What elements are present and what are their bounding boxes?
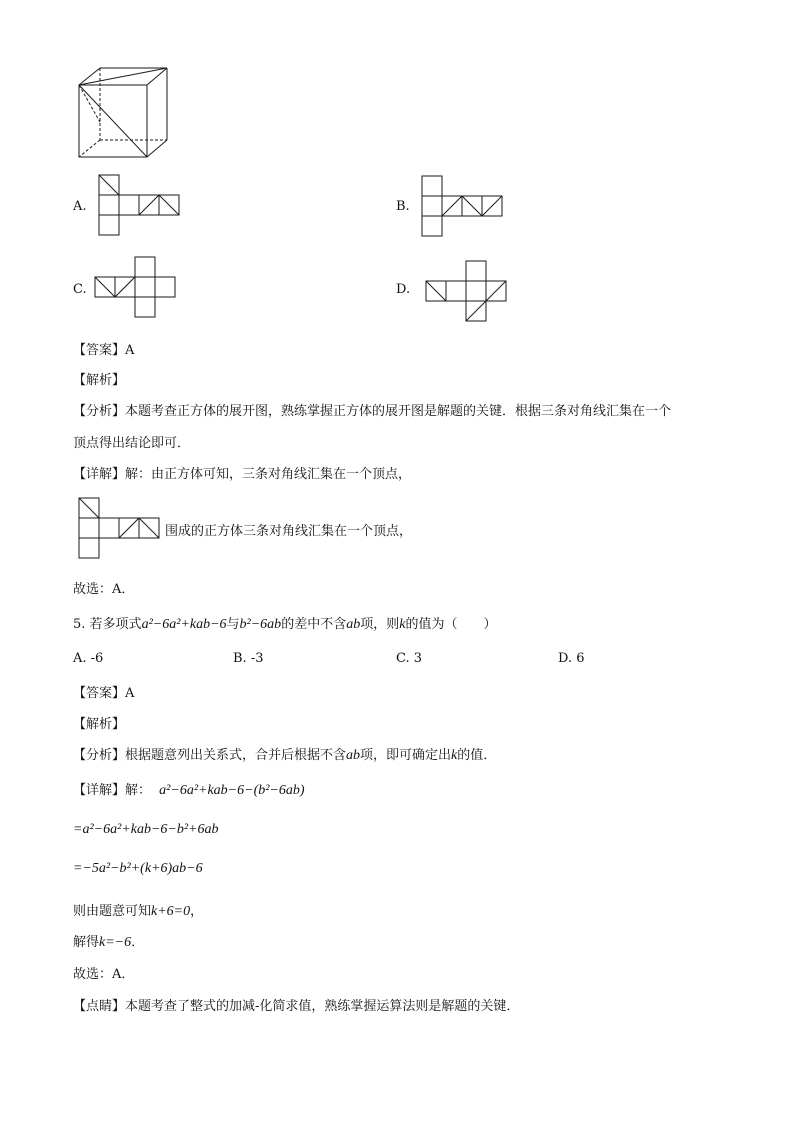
q5-poly1: a²−6a²+kab−6: [141, 617, 227, 632]
q5-fenxi-tag: 【分析】: [73, 748, 126, 763]
q5-dianjing-tag: 【点睛】: [73, 999, 126, 1014]
q4-xiangjie-text: 解：由正方体可知，三条对角线汇集在一个顶点，: [125, 467, 412, 482]
q5-solve-eq: k=−6: [99, 935, 132, 950]
option-d-label: D.: [396, 282, 411, 297]
option-c-label: C.: [73, 282, 87, 297]
q5-xiangjie-a: 解：: [125, 783, 152, 798]
q5-fenxi-c: 的值．: [457, 748, 497, 763]
q5-option-d: D. 6: [558, 651, 585, 666]
q5-var-k: k: [399, 617, 406, 632]
q5-cond-eq: k+6=0: [151, 904, 191, 919]
q5-condition: [73, 900, 203, 920]
q5-xiangjie: [73, 779, 305, 799]
q5-step3: =−5a²−b²+(k+6)ab−6: [73, 861, 203, 876]
q4-conclusion: 故选：A．: [73, 582, 135, 597]
q4-xiangjie-tag: 【详解】: [73, 467, 126, 482]
cube-figure: [70, 62, 170, 162]
q5-stem: [73, 613, 496, 633]
q5-fenxi: [73, 744, 496, 764]
q4-answer: 【答案】A: [73, 343, 135, 358]
q5-conclusion: 故选：A．: [73, 967, 135, 982]
net-figure-solution: [79, 498, 169, 564]
q4-analysis-tag: 【解析】: [73, 373, 126, 388]
q5-step2: =a²−6a²+kab−6−b²+6ab: [73, 822, 219, 837]
q5-solve-b: ．: [131, 935, 145, 950]
q5-option-a: A. -6: [73, 651, 104, 666]
option-b-label: B.: [396, 199, 410, 214]
q5-stem-e: 的值为（ ）: [405, 617, 497, 632]
q5-stem-b: 与: [226, 617, 240, 632]
q5-cond-b: ，: [190, 904, 204, 919]
q5-fenxi-a: 根据题意列出关系式，合并后根据不含: [125, 748, 347, 763]
q5-option-c: C. 3: [396, 651, 423, 666]
q4-xiangjie: [73, 463, 411, 482]
q5-answer: 【答案】A: [73, 686, 135, 701]
q4-fenxi-tag: 【分析】: [73, 404, 126, 419]
q5-dianjing-text: 本题考查了整式的加减-化简求值，熟练掌握运算法则是解题的关键．: [125, 999, 520, 1014]
q5-dianjing: [73, 995, 519, 1014]
q5-step1: a²−6a²+kab−6−(b²−6ab): [159, 783, 305, 798]
q4-fenxi-line2: 顶点得出结论即可．: [73, 436, 191, 451]
q4-fenxi-line1: [73, 400, 671, 419]
q5-solve: [73, 931, 144, 951]
q4-figure-caption: 围成的正方体三条对角线汇集在一个顶点，: [165, 524, 413, 539]
net-figure-b: [422, 176, 512, 242]
q5-term: ab: [346, 617, 361, 632]
q5-fenxi-b: 项，即可确定出: [360, 748, 452, 763]
q5-xiangjie-tag: 【详解】: [73, 783, 126, 798]
net-figure-c: [95, 257, 185, 323]
q5-poly2: b²−6ab: [239, 617, 282, 632]
q5-stem-c: 的差中不含: [281, 617, 347, 632]
q4-fenxi-text: 本题考查正方体的展开图，熟练掌握正方体的展开图是解题的关键．根据三条对角线汇集在一个: [125, 404, 672, 419]
q5-analysis-tag: 【解析】: [73, 717, 126, 732]
q5-cond-a: 则由题意可知: [73, 904, 152, 919]
q5-fenxi-term: ab: [346, 748, 361, 763]
net-figure-d: [426, 261, 516, 327]
net-figure-a: [99, 175, 189, 241]
q5-fenxi-k: k: [451, 748, 458, 763]
q5-stem-d: 项，则: [360, 617, 400, 632]
q5-stem-a: 若多项式: [89, 617, 142, 632]
q5-option-b: B. -3: [233, 651, 264, 666]
q5-number: 5.: [73, 617, 86, 632]
option-a-label: A.: [73, 199, 87, 214]
q5-solve-a: 解得: [73, 935, 100, 950]
